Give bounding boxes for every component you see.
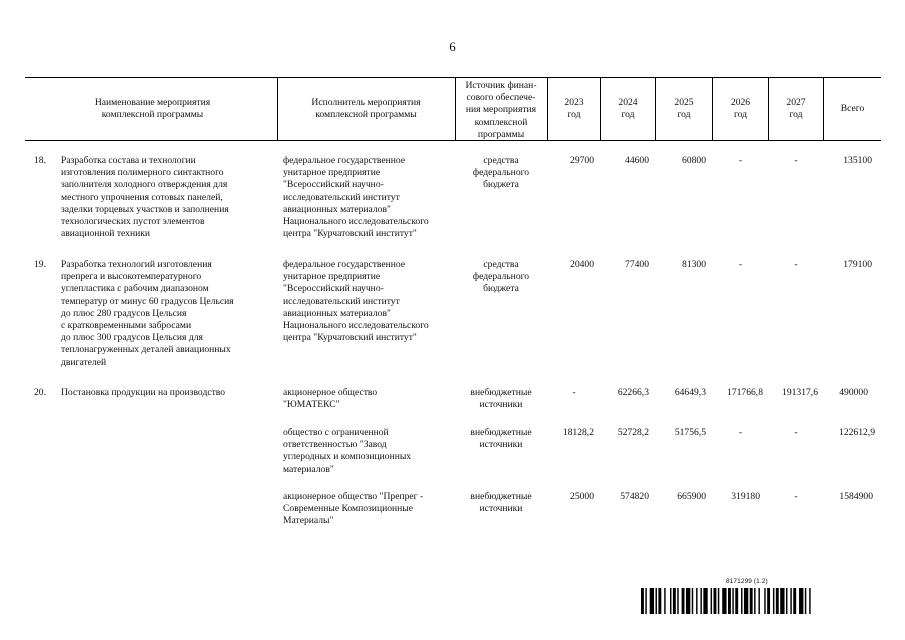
text-line: унитарное предприятие: [283, 167, 381, 179]
header-source-column: [456, 80, 546, 141]
value-2024: 44600: [625, 155, 649, 166]
text-line: "Всероссийский научно-: [283, 283, 384, 295]
header-text: 2023: [564, 97, 584, 108]
text-line: технологических пустот элементов: [61, 216, 205, 228]
header-text: комплексной программы: [315, 109, 417, 121]
header-text: 2026: [730, 97, 751, 108]
header-year-2023: [548, 97, 600, 121]
value-2027: -: [794, 427, 798, 438]
header-text: год: [621, 109, 635, 121]
text-line: общество с ограниченной: [283, 427, 389, 438]
text-line: Материалы": [283, 515, 334, 527]
header-text: год: [567, 109, 581, 121]
header-year-2025: [656, 97, 712, 121]
header-total: [824, 103, 881, 115]
text-line: внебюджетные: [470, 387, 532, 398]
value-2026: -: [738, 155, 743, 166]
barcode-label: 8171299 (1.2): [726, 578, 768, 585]
text-line: источники: [479, 503, 523, 515]
executor: [283, 491, 423, 528]
text-line: с кратковременными забросами: [61, 320, 192, 332]
header-text: год: [789, 109, 803, 121]
header-text: Источник финан-: [465, 80, 537, 91]
value-2025: 665900: [677, 491, 706, 502]
header-text: ния мероприятия: [465, 104, 537, 116]
value-2025: 81300: [682, 259, 706, 270]
text-line: изготовления полимерного синтактного: [61, 167, 224, 179]
header-year-2024: [601, 97, 655, 121]
header-year-2026: [713, 97, 768, 121]
text-line: заполнителя холодного отверждения для: [61, 179, 228, 191]
text-line: центра "Курчатовский институт": [283, 332, 417, 344]
text-line: федеральное государственное: [283, 155, 406, 166]
funding-source: [456, 491, 546, 515]
header-year-2027: [769, 97, 823, 121]
text-line: авиационных материалов": [283, 203, 391, 215]
header-text: год: [733, 109, 748, 121]
text-line: источники: [479, 439, 523, 451]
text-line: материалов": [283, 463, 334, 475]
text-line: авиационных материалов": [283, 307, 391, 319]
text-line: Национального исследовательского: [283, 320, 429, 332]
value-2026: -: [738, 427, 743, 438]
text-line: федерального: [472, 271, 530, 283]
text-line: внебюджетные: [470, 491, 532, 502]
value-2027: -: [794, 155, 798, 166]
value-2023: 29700: [570, 155, 594, 166]
value-total: 490000: [839, 387, 868, 398]
activity-name: [61, 387, 225, 399]
row-number: 19.: [34, 259, 46, 270]
value-2025: 64649,3: [674, 387, 706, 398]
header-bottom-rule: [25, 140, 881, 141]
header-text: год: [677, 109, 691, 121]
text-line: теплонагруженных деталей авиационных: [61, 344, 231, 356]
header-text: 2025: [674, 97, 694, 108]
value-2027: -: [794, 491, 798, 502]
value-total: 1584900: [839, 491, 873, 502]
executor: [283, 155, 429, 240]
text-line: "Всероссийский научно-: [283, 179, 384, 191]
header-text: сового обеспече-: [466, 92, 536, 104]
value-total: 122612,9: [839, 427, 875, 438]
text-line: ответственностью "Завод: [283, 439, 387, 451]
text-line: средства: [483, 259, 519, 270]
executor: [283, 387, 377, 411]
text-line: Разработка технологий изготовления: [61, 259, 212, 270]
text-line: бюджета: [483, 283, 519, 295]
text-line: до плюс 300 градусов Цельсия для: [61, 332, 203, 344]
text-line: бюджета: [483, 179, 519, 191]
text-line: углеродных и композиционных: [283, 451, 412, 463]
header-text: Наименование мероприятия: [94, 97, 211, 108]
text-line: Современные Композиционные: [283, 503, 413, 515]
value-2025: 60800: [682, 155, 706, 166]
header-top-rule: [25, 77, 881, 78]
value-2025: 51756,5: [674, 427, 706, 438]
text-line: исследовательский институт: [283, 191, 400, 203]
header-text: 2027: [786, 97, 806, 108]
value-2026: 171766,8: [727, 387, 763, 398]
funding-source: [456, 427, 546, 451]
text-line: двигателей: [61, 356, 107, 368]
header-text: Исполнитель мероприятия: [311, 97, 421, 108]
header-executor-column: [278, 97, 454, 121]
text-line: исследовательский институт: [283, 295, 400, 307]
funding-source: [456, 155, 546, 192]
text-line: Национального исследовательского: [283, 216, 429, 228]
text-line: до плюс 280 градусов Цельсия: [61, 307, 187, 319]
value-2027: -: [794, 259, 798, 270]
text-line: авиационной техники: [61, 228, 151, 240]
text-line: федеральное государственное: [283, 259, 406, 270]
header-text: Всего: [840, 103, 865, 114]
funding-source: [456, 387, 546, 411]
value-2026: 319180: [731, 491, 760, 502]
text-line: "ЮМАТЕКС": [283, 399, 340, 411]
value-total: 135100: [843, 155, 872, 166]
page-number: 6: [449, 39, 456, 54]
text-line: федерального: [472, 167, 530, 179]
value-2023: 18128,2: [562, 427, 594, 438]
value-2024: 52728,2: [617, 427, 649, 438]
value-2024: 77400: [625, 259, 649, 270]
text-line: Постановка продукции на производство: [61, 387, 226, 398]
value-2026: -: [738, 259, 743, 270]
executor: [283, 427, 411, 476]
value-2023: -: [572, 387, 576, 398]
value-2024: 574820: [620, 491, 649, 502]
executor: [283, 259, 429, 344]
header-name-column: [30, 97, 275, 121]
text-line: температур от минус 60 градусов Цельсия: [61, 295, 234, 307]
header-text: 2024: [618, 97, 638, 108]
text-line: средства: [483, 155, 519, 166]
value-2023: 20400: [570, 259, 594, 270]
value-2023: 25000: [570, 491, 594, 502]
funding-source: [456, 259, 546, 296]
activity-name: [61, 155, 229, 240]
text-line: центра "Курчатовский институт": [283, 228, 417, 240]
value-2027: 191317,6: [782, 387, 818, 398]
text-line: акционерное общество: [283, 387, 378, 398]
value-total: 179100: [843, 259, 872, 270]
row-number: 18.: [34, 155, 46, 166]
activity-name: [61, 259, 234, 369]
text-line: унитарное предприятие: [283, 271, 381, 283]
header-text: комплексной программы: [101, 109, 204, 121]
text-line: внебюджетные: [470, 427, 532, 438]
text-line: заделки торцевых участков и заполнения: [61, 203, 229, 215]
header-text: программы: [477, 128, 525, 140]
text-line: акционерное общество "Препрег -: [283, 491, 424, 502]
barcode-icon: [641, 588, 859, 614]
text-line: препрега и высокотемпературного: [61, 271, 202, 283]
header-text: комплексной: [474, 116, 528, 128]
text-line: источники: [479, 399, 523, 411]
row-number: 20.: [34, 387, 46, 398]
text-line: местного упрочнения сотовых панелей,: [61, 191, 223, 203]
value-2024: 62266,3: [617, 387, 649, 398]
text-line: Разработка состава и технологии: [61, 155, 196, 166]
text-line: углепластика с рабочим диапазоном: [61, 283, 209, 295]
